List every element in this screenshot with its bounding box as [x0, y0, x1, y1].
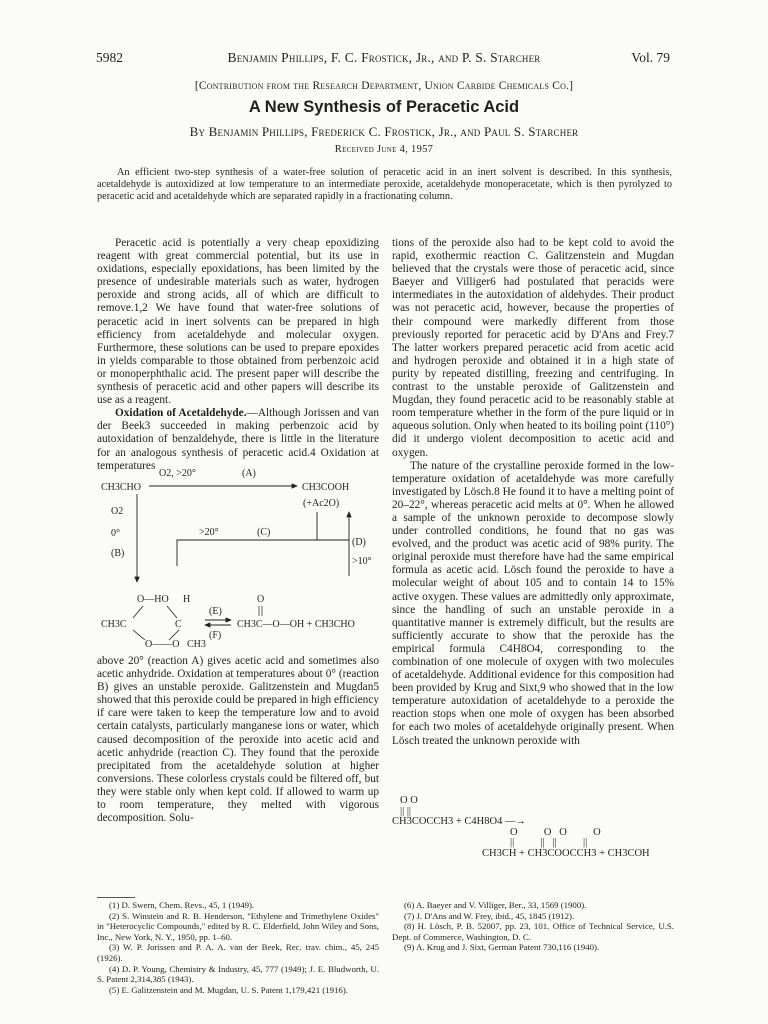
section-heading: Oxidation of Acetaldehyde.: [115, 407, 247, 420]
article-title: A New Synthesis of Peracetic Acid: [248, 98, 520, 116]
footnote-2: (2) S. Winstein and R. B. Henderson, "Ethylene and Trimethylene Oxides" in "Heterocyclic Compounds," edited by R. C. Elderfield, John Wiley and Sons, Inc., New York, N. Y., 1950, pp. 1–60.: [97, 910, 379, 942]
scheme-label-f: (F): [209, 630, 222, 641]
right-paragraph-1: tions of the peroxide also had to be kept cold to avoid the rapid, exothermic reaction C. Galitzenstein and Mugdan believed that the crystals were those of peracetic acid, since Baeyer and Villiger6 had postulated that peracids were intermediates in the autoxidation of aldehydes. Their product was not peracetic acid, however, because the properties of their compound were markedly different from those previously reported for peracetic acid by D'Ans and Frey.7 The latter workers prepared peracetic acid from acetic acid and hydrogen peroxide and obtained it in a high state of purity by repeated distilling, freezing and centrifuging. In contrast to the unstable peroxide of Galitzenstein and Mugdan, they found peracetic acid to be reasonably stable at room temperature whether in the form of the pure liquid or in aqueous solution. Only when heated to its boiling point (110°) did it undergo violent decomposition to acetic acid and oxygen.: [392, 237, 674, 459]
equation-reactants: CH3COCCH3 + C4H8O4 —→: [392, 816, 526, 827]
footnote-7: (7) J. D'Ans and W. Frey, ibid., 45, 1845 (1912).: [404, 910, 575, 921]
scheme-label-c: (C): [257, 527, 271, 538]
scheme-o-top: O: [257, 594, 265, 605]
contribution-line: [Contribution from the Research Department, Union Carbide Chemicals Co.]: [194, 80, 574, 92]
scheme-anhydride: (+Ac2O): [303, 498, 340, 509]
scheme-label-d: (D): [352, 537, 366, 548]
scheme-zero: 0°: [111, 528, 120, 539]
footnotes-right: [392, 900, 674, 953]
reaction-paragraph: above 20° (reaction A) gives acetic acid and sometimes also acetic anhydride. Oxidation at temperatures about 0° (reaction B) gives an unstable peroxide. Galitzenstein and Mugdan5 showed that this peroxide could be prepared in high efficiency if care were taken to keep the temperature low and to avoid certain catalysts, particularly manganese ions or water, which caused decomposition of the peroxide into acetic acid and acetic anhydride (reaction C). They found that the peroxide precipitated from the acetaldehyde solution at higher conversions. These colorless crystals could be filtered off, but they were stable only when kept cold. If allowed to warm up to room temperature, they melted with vigorous decomposition. Solu-: [97, 655, 379, 825]
scheme-ch3: CH3: [187, 639, 206, 650]
scheme-h: H: [183, 594, 191, 605]
scheme-o-o: O——O: [145, 639, 180, 650]
scheme-c: C: [175, 619, 182, 630]
equation-products: CH3CH + CH3COOCCH3 + CH3COH: [482, 847, 650, 859]
footnote-3: (3) W. P. Jorissen and P. A. A. van der Beek, Rec. trav. chim., 45, 245 (1926).: [97, 942, 379, 963]
scheme-gt20: >20°: [199, 527, 219, 538]
scheme-label-a: (A): [242, 468, 256, 479]
left-column-top: [97, 237, 379, 473]
equation-product-oxygens: O O O O: [510, 826, 601, 838]
right-column: [392, 237, 674, 748]
volume-label: Vol. 79: [631, 50, 670, 65]
scheme-products: CH3C—O—OH + CH3CHO: [237, 619, 355, 630]
footnote-4: (4) D. P. Young, Chemistry & Industry, 45, 777 (1949); J. E. Bludworth, U. S. Patent 2,314,385 (1943).: [97, 963, 379, 985]
footnote-6: (6) A. Baeyer and V. Villiger, Ber., 33, 1569 (1900).: [404, 900, 587, 910]
bond-2: [167, 606, 177, 618]
equation-product-bonds: || || || ||: [510, 837, 588, 848]
bond-3: [133, 630, 145, 640]
oxidation-paragraph: —Although Jorissen and van der Beek3 succeeded in making perbenzoic acid by autoxidation of benzaldehyde, there is little in the literature for an analogous synthesis of peracetic acid.4 Oxidation at temperatures: [97, 407, 379, 472]
abstract: An efficient two-step synthesis of a water-free solution of peracetic acid in an inert solvent is described. In this synthesis, acetaldehyde is autoxidized at low temperature to an intermediate peroxide, acetaldehyde monoperacetate, which is then pyrolyzed to peracetic acid and acetaldehyde which are separated rapidly in a fractionating column.: [97, 167, 672, 202]
footnote-5: (5) E. Galitzenstein and M. Mugdan, U. S. Patent 1,179,421 (1916).: [109, 984, 348, 995]
running-authors: Benjamin Phillips, F. C. Frostick, Jr., and P. S. Starcher: [227, 50, 541, 65]
page-number: 5982: [96, 50, 123, 65]
byline: By Benjamin Phillips, Frederick C. Frostick, Jr., and Paul S. Starcher: [189, 124, 579, 139]
equation: [392, 796, 674, 859]
running-header: [0, 46, 768, 68]
path-c: [177, 540, 349, 566]
left-column-bottom: [97, 655, 379, 825]
scheme-label-e: (E): [209, 606, 222, 617]
scheme-o2: O2: [111, 506, 124, 517]
received-date: Received June 4, 1957: [334, 144, 434, 155]
right-paragraph-2: The nature of the crystalline peroxide formed in the low-temperature oxidation of acetaldehyde was more carefully investigated by Lösch.8 He found it to have a melting point of 20–22°, whereas peracetic acid melts at 0°. When he allowed a sample of the unknown peroxide to decompose slowly under controlled conditions, he found that no gas was evolved, and the product was acetic acid of 98% purity. The original peroxide must therefore have had the same empirical formula as acetic acid. Lösch found the peroxide to have a molecular weight of about 105 and to contain 14 to 15% active oxygen. These values are admittedly only approximate, since the handling of such an unstable peroxide in a quantitative manner is extremely difficult, but the results are sufficiently accurate to show that the peroxide has the empirical formula C4H8O4, corresponding to the combination of one molecule of oxygen with two molecules of acetaldehyde. Additional evidence for this composition had been provided by Krug and Sixt,9 who showed that in the low temperature autoxidation of acetaldehyde to a peroxide the reaction stops when one mole of oxygen has been absorbed for each two moles of acetaldehyde originally present. When Lösch treated the unknown peroxide with: [392, 459, 674, 747]
scheme-o-ho: O—HO: [137, 594, 169, 605]
scheme-label-b: (B): [111, 548, 125, 559]
reaction-scheme: [97, 466, 379, 652]
scheme-acetaldehyde: CH3CHO: [101, 482, 142, 493]
equation-top-bonds: || ||: [400, 805, 412, 817]
scheme-gt10: >10°: [352, 556, 372, 567]
scheme-acetic-acid: CH3COOH: [302, 482, 350, 493]
scheme-cond-a: O2, >20°: [159, 468, 196, 479]
scheme-ch3c: CH3C: [101, 619, 127, 630]
footnote-9: (9) A. Krug and J. Sixt, German Patent 730,116 (1940).: [404, 942, 600, 953]
footnotes-left: [97, 900, 379, 995]
footnote-1: (1) D. Swern, Chem. Revs., 45, 1 (1949).: [109, 900, 255, 910]
footnote-8: (8) H. Lösch, P. B. 52007, pp. 23, 101. Office of Technical Service, U.S. Dept. of Commerce, Washington, D. C.: [392, 921, 674, 942]
footnote-rule-left: [97, 897, 135, 898]
bond-1: [133, 606, 143, 618]
intro-paragraph: Peracetic acid is potentially a very cheap epoxidizing reagent with great commercial potential, but its use in oxidations, especially epoxidations, has been limited by the presence of undesirable materials such as water, hydrogen peroxide and strong acids, all of which are difficult to remove.1,2 We have found that water-free solutions of peracetic acid in inert solvents can be prepared in high efficiency from acetaldehyde and molecular oxygen. Furthermore, these solutions can be used to prepare epoxides in yields comparable to those obtained from perbenzoic acid or monoperphthalic acid. The present paper will describe the synthesis of peracetic acid and other papers will describe its use as a reagent.: [97, 237, 379, 407]
equation-top-oxygens: O O: [400, 795, 418, 806]
